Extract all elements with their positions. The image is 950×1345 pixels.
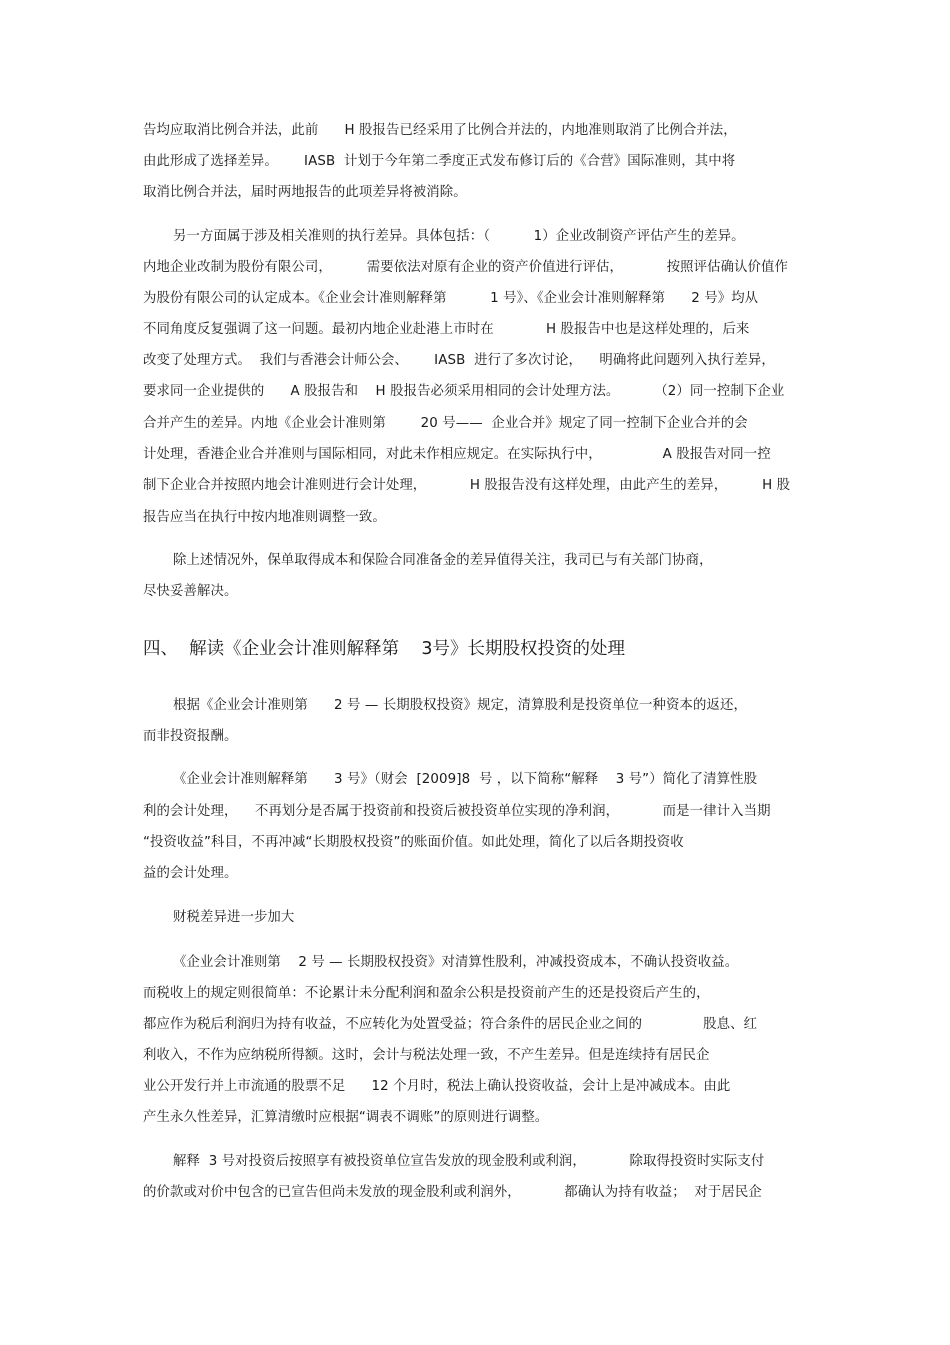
text-line: 计处理，香港企业合并准则与国际相同，对此未作相应规定。在实际执行中， A 股报告对同一控 — [143, 447, 771, 462]
text-line: 利的会计处理， 不再划分是否属于投资前和投资后被投资单位实现的净利润， 而是一律计入当期 — [143, 804, 771, 819]
text-line: “投资收益”科目，不再冲减“长期股权投资”的账面价值。如此处理，简化了以后各期投资收 — [143, 835, 684, 850]
section-heading: 四、 解读《企业会计准则解释第 3号》长期股权投资的处理 — [143, 639, 626, 659]
text-line: 报告应当在执行中按内地准则调整一致。 — [143, 510, 386, 525]
text-line: 尽快妥善解决。 — [143, 584, 238, 599]
text-line: 财税差异进一步加大 — [173, 910, 295, 925]
text-line: 的价款或对价中包含的已宣告但尚未发放的现金股利或利润外， 都确认为持有收益； 对于居民企 — [143, 1185, 762, 1200]
text-line: 告均应取消比例合并法，此前 H 股报告已经采用了比例合并法的，内地准则取消了比例合并法， — [143, 123, 737, 138]
text-line: 产生永久性差异，汇算清缴时应根据“调表不调账”的原则进行调整。 — [143, 1110, 549, 1125]
text-line: 《企业会计准则解释第 3 号》（财会 [2009]8 号 ，以下简称“解释 3 号”）简化了清算性股 — [173, 772, 758, 787]
text-line: 而非投资报酬。 — [143, 729, 238, 744]
text-line: 不同角度反复强调了这一问题。最初内地企业赴港上市时在 H 股报告中也是这样处理的，后来 — [143, 322, 750, 337]
text-line: 为股份有限公司的认定成本。《企业会计准则解释第 1 号》、《企业会计准则解释第 2 号》均从 — [143, 291, 759, 306]
text-line: 改变了处理方式。 我们与香港会计师公会、 IASB 进行了多次讨论， 明确将此问题列入执行差异， — [143, 353, 775, 368]
text-line: 由此形成了选择差异。 IASB 计划于今年第二季度正式发布修订后的《合营》国际准则，其中将 — [143, 154, 736, 169]
text-line: 业公开发行并上市流通的股票不足 12 个月时，税法上确认投资收益，会计上是冲减成本。由此 — [143, 1079, 731, 1094]
text-line: 《企业会计准则第 2 号 — 长期股权投资》对清算性股利，冲减投资成本，不确认投资收益。 — [173, 955, 739, 970]
text-line: 解释 3 号对投资后按照享有被投资单位宣告发放的现金股利或利润， 除取得投资时实际支付 — [173, 1154, 765, 1169]
text-line: 根据《企业会计准则第 2 号 — 长期股权投资》规定，清算股利是投资单位一种资本的返还， — [173, 698, 747, 713]
text-line: 合并产生的差异。内地《企业会计准则第 20 号—— 企业合并》规定了同一控制下企业合并的会 — [143, 416, 748, 431]
text-line: 而税收上的规定则很简单：不论累计未分配利润和盈余公积是投资前产生的还是投资后产生的， — [143, 986, 710, 1001]
text-line: 除上述情况外，保单取得成本和保险合同准备金的差异值得关注，我司已与有关部门协商， — [173, 553, 713, 568]
text-line: 另一方面属于涉及相关准则的执行差异。具体包括：（ 1）企业改制资产评估产生的差异。 — [173, 229, 745, 244]
text-line: 都应作为税后利润归为持有收益，不应转化为处置受益；符合条件的居民企业之间的 股息、红 — [143, 1017, 758, 1032]
text-line: 制下企业合并按照内地会计准则进行会计处理， H 股报告没有这样处理，由此产生的差异， H 股 — [143, 478, 791, 493]
text-line: 益的会计处理。 — [143, 866, 238, 881]
text-line: 利收入，不作为应纳税所得额。这时，会计与税法处理一致，不产生差异。但是连续持有居民企 — [143, 1048, 710, 1063]
text-line: 取消比例合并法，届时两地报告的此项差异将被消除。 — [143, 185, 467, 200]
text-line: 内地企业改制为股份有限公司， 需要依法对原有企业的资产价值进行评估， 按照评估确认价值作 — [143, 260, 789, 275]
text-line: 要求同一企业提供的 A 股报告和 H 股报告必须采用相同的会计处理方法。 （2）同一控制下企业 — [143, 384, 785, 399]
